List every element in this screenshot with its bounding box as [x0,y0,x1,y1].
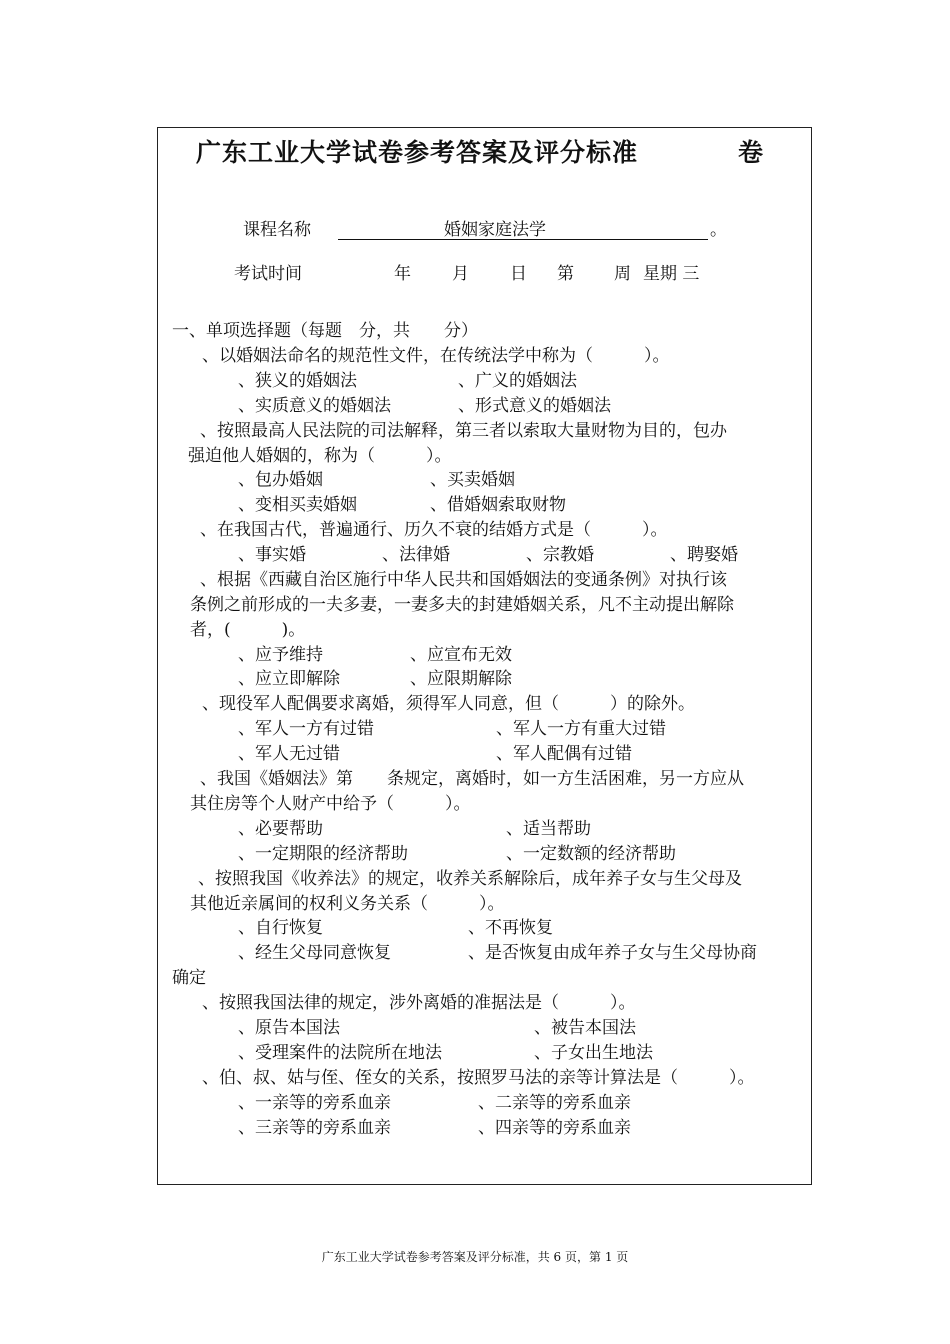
option: 、军人一方有重大过错 [496,719,666,739]
option: 、四亲等的旁系血亲 [478,1118,631,1138]
option: 、实质意义的婚姻法 [238,396,391,416]
option: 、适当帮助 [506,819,591,839]
question-line: 、在我国古代，普遍通行、历久不衰的结婚方式是（ ）。 [200,520,668,540]
option: 、是否恢复由成年养子女与生父母协商 [468,943,757,963]
title-suffix: 卷 [738,138,764,167]
option: 、三亲等的旁系血亲 [238,1118,391,1138]
option: 、子女出生地法 [534,1043,653,1063]
section-heading: 一、单项选择题（每题 分，共 分） [172,321,478,341]
option: 、一定数额的经济帮助 [506,844,676,864]
option-continuation: 确定 [172,968,206,988]
page-footer: 广东工业大学试卷参考答案及评分标准，共 6 页，第 1 页 [321,1250,629,1264]
option: 、军人一方有过错 [238,719,374,739]
course-end: 。 [710,220,727,240]
time-week-suffix: 周 [614,264,631,284]
time-day: 日 [510,264,527,284]
option: 、必要帮助 [238,819,323,839]
option: 、买卖婚姻 [430,470,515,490]
option: 、经生父母同意恢复 [238,943,391,963]
question-line: 其他近亲属间的权利义务关系（ ）。 [190,894,505,914]
option: 、应限期解除 [410,669,512,689]
question-line: 强迫他人婚姻的，称为（ ）。 [188,446,452,466]
question-line: 、现役军人配偶要求离婚，须得军人同意，但（ ）的除外。 [202,694,695,714]
option: 、形式意义的婚姻法 [458,396,611,416]
option: 、不再恢复 [468,918,553,938]
time-week-prefix: 第 [557,264,574,284]
question-line: 、我国《婚姻法》第 条规定，离婚时，如一方生活困难，另一方应从 [200,769,744,789]
question-line: 、根据《西藏自治区施行中华人民共和国婚姻法的变通条例》对执行该 [200,570,727,590]
option: 、一亲等的旁系血亲 [238,1093,391,1113]
option: 、变相买卖婚姻 [238,495,357,515]
option: 、广义的婚姻法 [458,371,577,391]
option: 、一定期限的经济帮助 [238,844,408,864]
question-line: 、伯、叔、姑与侄、侄女的关系，按照罗马法的亲等计算法是（ ）。 [202,1068,755,1088]
option: 、原告本国法 [238,1018,340,1038]
option: 、事实婚 [238,545,306,565]
option: 、二亲等的旁系血亲 [478,1093,631,1113]
option: 、应予维持 [238,645,323,665]
option: 、宗教婚 [526,545,594,565]
page-title: 广东工业大学试卷参考答案及评分标准 [196,138,639,167]
option: 、应立即解除 [238,669,340,689]
question-line: 条例之前形成的一夫多妻，一妻多夫的封建婚姻关系，凡不主动提出解除 [190,595,734,615]
question-line: 、按照我国《收养法》的规定，收养关系解除后，成年养子女与生父母及 [198,869,742,889]
time-weekday: 星期 三 [643,264,700,284]
course-label: 课程名称 [243,220,311,240]
time-label: 考试时间 [234,264,302,284]
question-line: 、以婚姻法命名的规范性文件，在传统法学中称为（ ）。 [202,346,670,366]
option: 、军人无过错 [238,744,340,764]
option: 、受理案件的法院所在地法 [238,1043,442,1063]
question-line: 者，( )。 [190,620,306,640]
option: 、应宣布无效 [410,645,512,665]
question-line: 、按照我国法律的规定，涉外离婚的准据法是（ ）。 [202,993,636,1013]
time-month: 月 [452,264,469,284]
option: 、法律婚 [382,545,450,565]
course-value: 婚姻家庭法学 [444,220,546,240]
option: 、自行恢复 [238,918,323,938]
question-line: 其住房等个人财产中给予（ ）。 [190,794,471,814]
option: 、被告本国法 [534,1018,636,1038]
time-year: 年 [394,264,411,284]
option: 、借婚姻索取财物 [430,495,566,515]
question-line: 、按照最高人民法院的司法解释，第三者以索取大量财物为目的，包办 [200,421,727,441]
option: 、军人配偶有过错 [496,744,632,764]
course-underline [338,239,708,240]
option: 、包办婚姻 [238,470,323,490]
option: 、狭义的婚姻法 [238,371,357,391]
option: 、聘娶婚 [670,545,738,565]
